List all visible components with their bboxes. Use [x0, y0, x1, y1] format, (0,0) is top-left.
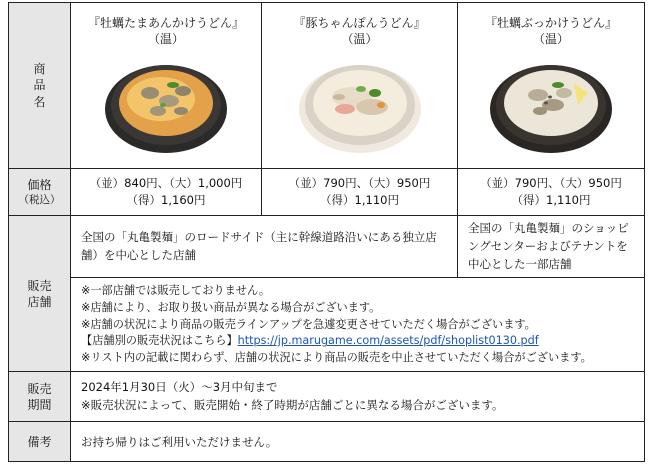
shop-roadside: 全国の「丸亀製麺」のロードサイド（主に幹線道路沿いにある独立店舗）を中心とした店舗: [71, 216, 458, 278]
price-header: [9, 169, 71, 216]
note-line: ※店舗により、お取り扱い商品が異なる場合がございます。: [81, 300, 381, 314]
menu-info-table: [8, 2, 645, 462]
price-line: （並）790円、（大）950円: [288, 176, 431, 191]
product-temp: （温）: [147, 31, 184, 46]
buta-champon-udon-photo: [297, 49, 423, 155]
product-temp: （温）: [341, 31, 378, 46]
period-header-line-1: 販売: [27, 381, 52, 396]
period-dates: 2024年1月30日（火）～3月中旬まで: [81, 380, 278, 395]
period-cell: [71, 372, 645, 422]
shop-header: [9, 216, 71, 372]
price-line: （並）840円、（大）1,000円: [89, 176, 243, 191]
price-line: （得）1,110円: [511, 193, 591, 207]
note-line-link: [81, 333, 634, 350]
product-cell-buta-champon: [262, 3, 458, 169]
product-name: 『豚ちゃんぽんうどん』: [293, 15, 426, 30]
price-line: （並）790円、（大）950円: [480, 176, 622, 191]
kaki-bukkake-udon-photo: [488, 49, 614, 155]
price-header-label: 価格: [27, 177, 52, 192]
shoplist-prefix: 【店舗別の販売状況はこちら】: [81, 334, 238, 348]
product-name: 『牡蠣たまあんかけうどん』: [87, 15, 244, 30]
product-cell-kaki-tama: [71, 3, 262, 169]
product-header: [9, 3, 71, 169]
shop-notes-row: [9, 278, 645, 372]
remark-header: 備考: [9, 422, 71, 462]
kaki-tama-ankake-udon-photo: [103, 49, 229, 155]
product-cell-kaki-bukkake: [458, 3, 645, 169]
price-cell-kaki-bukkake: [458, 169, 645, 216]
product-name: 『牡蠣ぶっかけうどん』: [484, 15, 617, 30]
product-header-char-1: 商: [33, 62, 46, 77]
shop-notes: [71, 278, 645, 372]
remark-row: [9, 422, 645, 462]
price-cell-kaki-tama: [71, 169, 262, 216]
remark-cell: お持ち帰りはご利用いただけません。: [71, 422, 645, 462]
product-temp: （温）: [532, 31, 569, 46]
period-row: [9, 372, 645, 422]
note-line: ※店舗の状況により商品の販売ラインアップを急遽変更させていただく場合がございます。: [81, 317, 536, 331]
price-row: [9, 169, 645, 216]
shop-header-line-1: 販売: [27, 278, 52, 293]
price-cell-buta-champon: [262, 169, 458, 216]
note-line: ※リスト内の記載に関わらず、店舗の状況により商品の販売を中止させていただく場合がございます。: [81, 351, 592, 365]
price-line: （得）1,110円: [320, 193, 399, 207]
period-note: ※販売状況によって、販売開始・終了時期が店舗ごとに異なる場合がございます。: [81, 397, 504, 412]
shop-header-line-2: 店舗: [27, 294, 52, 309]
product-row: [9, 3, 645, 169]
note-line: ※一部店舗では販売しておりません。: [81, 283, 271, 297]
period-header: [9, 372, 71, 422]
price-header-tax: （税込）: [18, 194, 61, 206]
period-header-line-2: 期間: [27, 397, 52, 412]
shop-mall: 全国の「丸亀製麺」のショッピングセンターおよびテナントを中心とした一部店舗: [458, 216, 645, 278]
product-header-char-3: 名: [33, 94, 46, 109]
shop-row: [9, 216, 645, 278]
product-header-char-2: 品: [33, 78, 46, 93]
price-line: （得）1,160円: [126, 193, 206, 207]
shoplist-pdf-link[interactable]: https://jp.marugame.com/assets/pdf/shoplist0130.pdf: [237, 334, 539, 348]
